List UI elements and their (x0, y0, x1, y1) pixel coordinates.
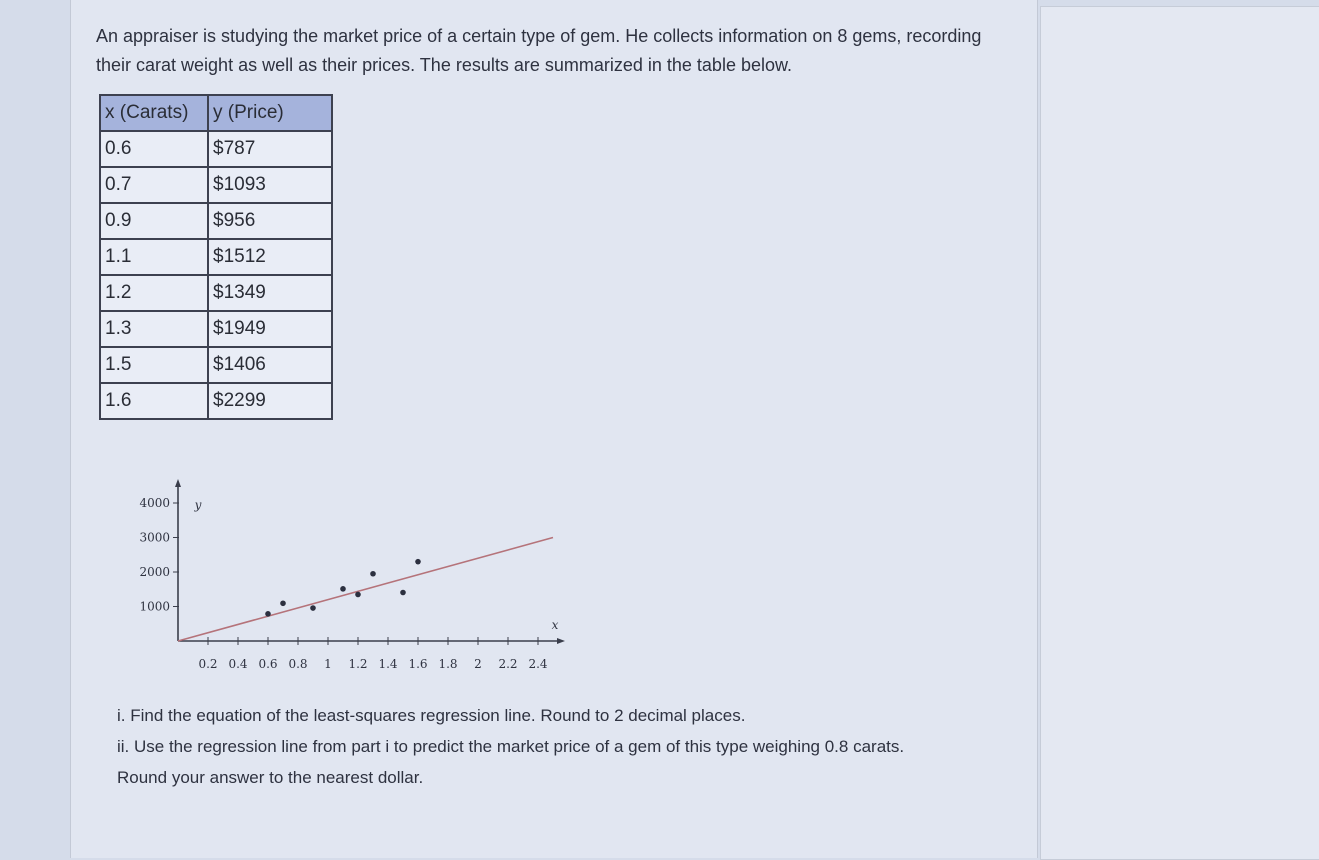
data-point (280, 600, 286, 606)
data-point (415, 559, 421, 565)
y-tick-label: 4000 (139, 496, 170, 510)
y-tick-label: 2000 (139, 565, 170, 579)
data-point (310, 605, 316, 611)
data-point (370, 571, 376, 577)
data-point (355, 592, 361, 598)
question-part-i: i. Find the equation of the least-squares regression line. Round to 2 decimal places. (117, 706, 746, 725)
question-part-ii-continued: Round your answer to the nearest dollar. (117, 768, 424, 787)
data-point (400, 590, 406, 596)
cell-price: $1949 (208, 311, 332, 347)
x-tick-label: 1.6 (408, 657, 428, 671)
cell-price: $2299 (208, 383, 332, 419)
data-point (265, 611, 271, 617)
table-row (100, 131, 332, 167)
x-tick-label: 2 (474, 657, 482, 671)
cell-price: $787 (208, 131, 332, 167)
cell-price: $1093 (208, 167, 332, 203)
x-tick-label: 2.4 (528, 657, 548, 671)
y-axis-label: y (194, 498, 202, 512)
x-tick-label: 1.8 (438, 657, 458, 671)
cell-carats: 1.2 (100, 275, 208, 311)
cell-carats: 1.1 (100, 239, 208, 275)
x-tick-label: 2.2 (498, 657, 518, 671)
data-table (99, 94, 333, 420)
x-tick-label: 0.2 (198, 657, 218, 671)
table-row (100, 239, 332, 275)
y-tick-label: 3000 (139, 530, 170, 545)
table-row (100, 203, 332, 239)
x-tick-label: 1.4 (378, 657, 398, 671)
y-tick-label: 1000 (139, 599, 170, 614)
cell-carats: 0.7 (100, 167, 208, 203)
questions-block (117, 700, 1017, 793)
x-tick-label: 1.2 (348, 657, 368, 671)
scatter-plot (130, 475, 580, 685)
table-row (100, 275, 332, 311)
side-panel (1040, 6, 1319, 860)
cell-carats: 0.9 (100, 203, 208, 239)
table-row (100, 167, 332, 203)
cell-price: $956 (208, 203, 332, 239)
cell-price: $1349 (208, 275, 332, 311)
cell-carats: 0.6 (100, 131, 208, 167)
cell-carats: 1.6 (100, 383, 208, 419)
table-row (100, 383, 332, 419)
cell-carats: 1.5 (100, 347, 208, 383)
table-header-row (100, 95, 332, 131)
column-header-y: y (Price) (208, 95, 332, 131)
question-part-ii: ii. Use the regression line from part i to predict the market price of a gem of this type weighing 0.8 carats. (117, 737, 905, 756)
data-point (340, 586, 346, 592)
x-tick-label: 1 (324, 657, 332, 671)
cell-price: $1512 (208, 239, 332, 275)
table-row (100, 347, 332, 383)
table-row (100, 311, 332, 347)
x-tick-label: 0.6 (258, 657, 278, 671)
x-axis-arrow (557, 638, 565, 644)
x-axis-label: x (551, 618, 559, 632)
problem-statement: An appraiser is studying the market price of a certain type of gem. He collects information on 8 gems, recording their carat weight as well as their prices. The results are summarized in the table below. (96, 26, 982, 75)
x-tick-label: 0.4 (228, 657, 248, 671)
regression-line (178, 538, 553, 642)
y-axis-arrow (175, 479, 181, 487)
x-tick-label: 0.8 (288, 657, 308, 671)
column-header-x: x (Carats) (100, 95, 208, 131)
cell-carats: 1.3 (100, 311, 208, 347)
cell-price: $1406 (208, 347, 332, 383)
